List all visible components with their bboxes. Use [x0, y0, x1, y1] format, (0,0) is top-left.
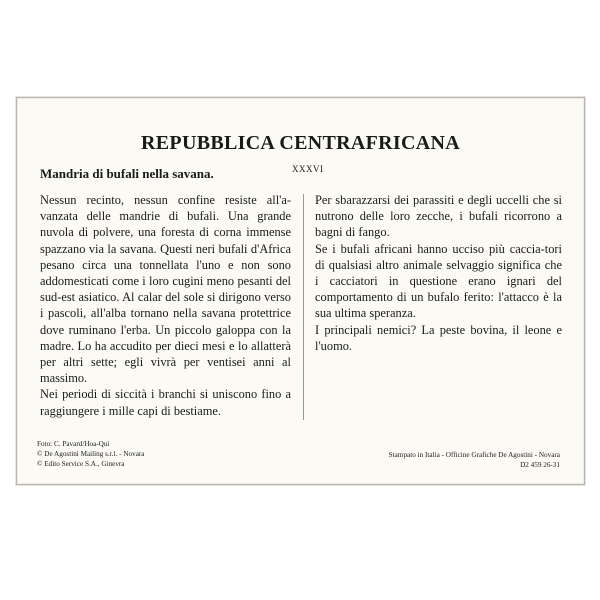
printer-line: Stampato in Italia - Officine Grafiche De Agostini - Novara — [388, 451, 560, 459]
credit-line: © De Agostini Mailing s.r.l. - Novara — [37, 450, 145, 458]
right-column — [315, 192, 562, 354]
column-divider — [303, 194, 304, 420]
credit-line: © Edito Service S.A., Ginevra — [37, 460, 125, 468]
postcard-back — [16, 97, 585, 485]
credit-line: Foto: C. Pavard/Hoa-Qui — [37, 440, 110, 448]
product-code: D2 459 26-31 — [520, 461, 560, 469]
printer-info — [389, 450, 560, 470]
left-column — [40, 192, 291, 419]
right-paragraph: Per sbarazzarsi dei parassiti e degli uccelli che si nutrono delle loro zecche, i bufali ricorrono a bagni di fango. — [315, 193, 562, 240]
left-paragraph: Nessun recinto, nessun confine resiste all'a-vanzata delle mandrie di bufali. Una grande nuvola di polvere, una foresta di corna immense spazzano via la savana. Questi neri bufali d'Africa pesano circa una tonnellata l'uno e non sono addomesticati come i loro cugini meno pesanti del sud-est asiatico. Al calar del sole si dirigono verso i pascoli, all'alba tornano nella savana protettrice dove ruminano l'erba. Un piccolo galoppa con la madre. Lo ha accudito per dieci mesi e lo allatterà per altri sette; egli vivrà per ventisei anni al massimo. — [40, 193, 291, 386]
photo-credits — [37, 439, 144, 469]
card-subtitle: Mandria di bufali nella savana. — [40, 166, 214, 181]
left-paragraph: Nei periodi di siccità i branchi si uniscono fino a raggiungere i mille capi di bestiame. — [40, 387, 291, 418]
right-paragraph: Se i bufali africani hanno ucciso più caccia-tori di qualsiasi altro animale selvaggio significa che i cacciatori in questione erano ignari del comportamento di un bufalo ferito: l'attacco è la sua ultima speranza. — [315, 241, 562, 321]
card-number: XXXVI — [292, 164, 324, 174]
right-paragraph: I principali nemici? La peste bovina, il leone e l'uomo. — [315, 322, 562, 353]
card-title: REPUBBLICA CENTRAFRICANA — [141, 132, 460, 154]
